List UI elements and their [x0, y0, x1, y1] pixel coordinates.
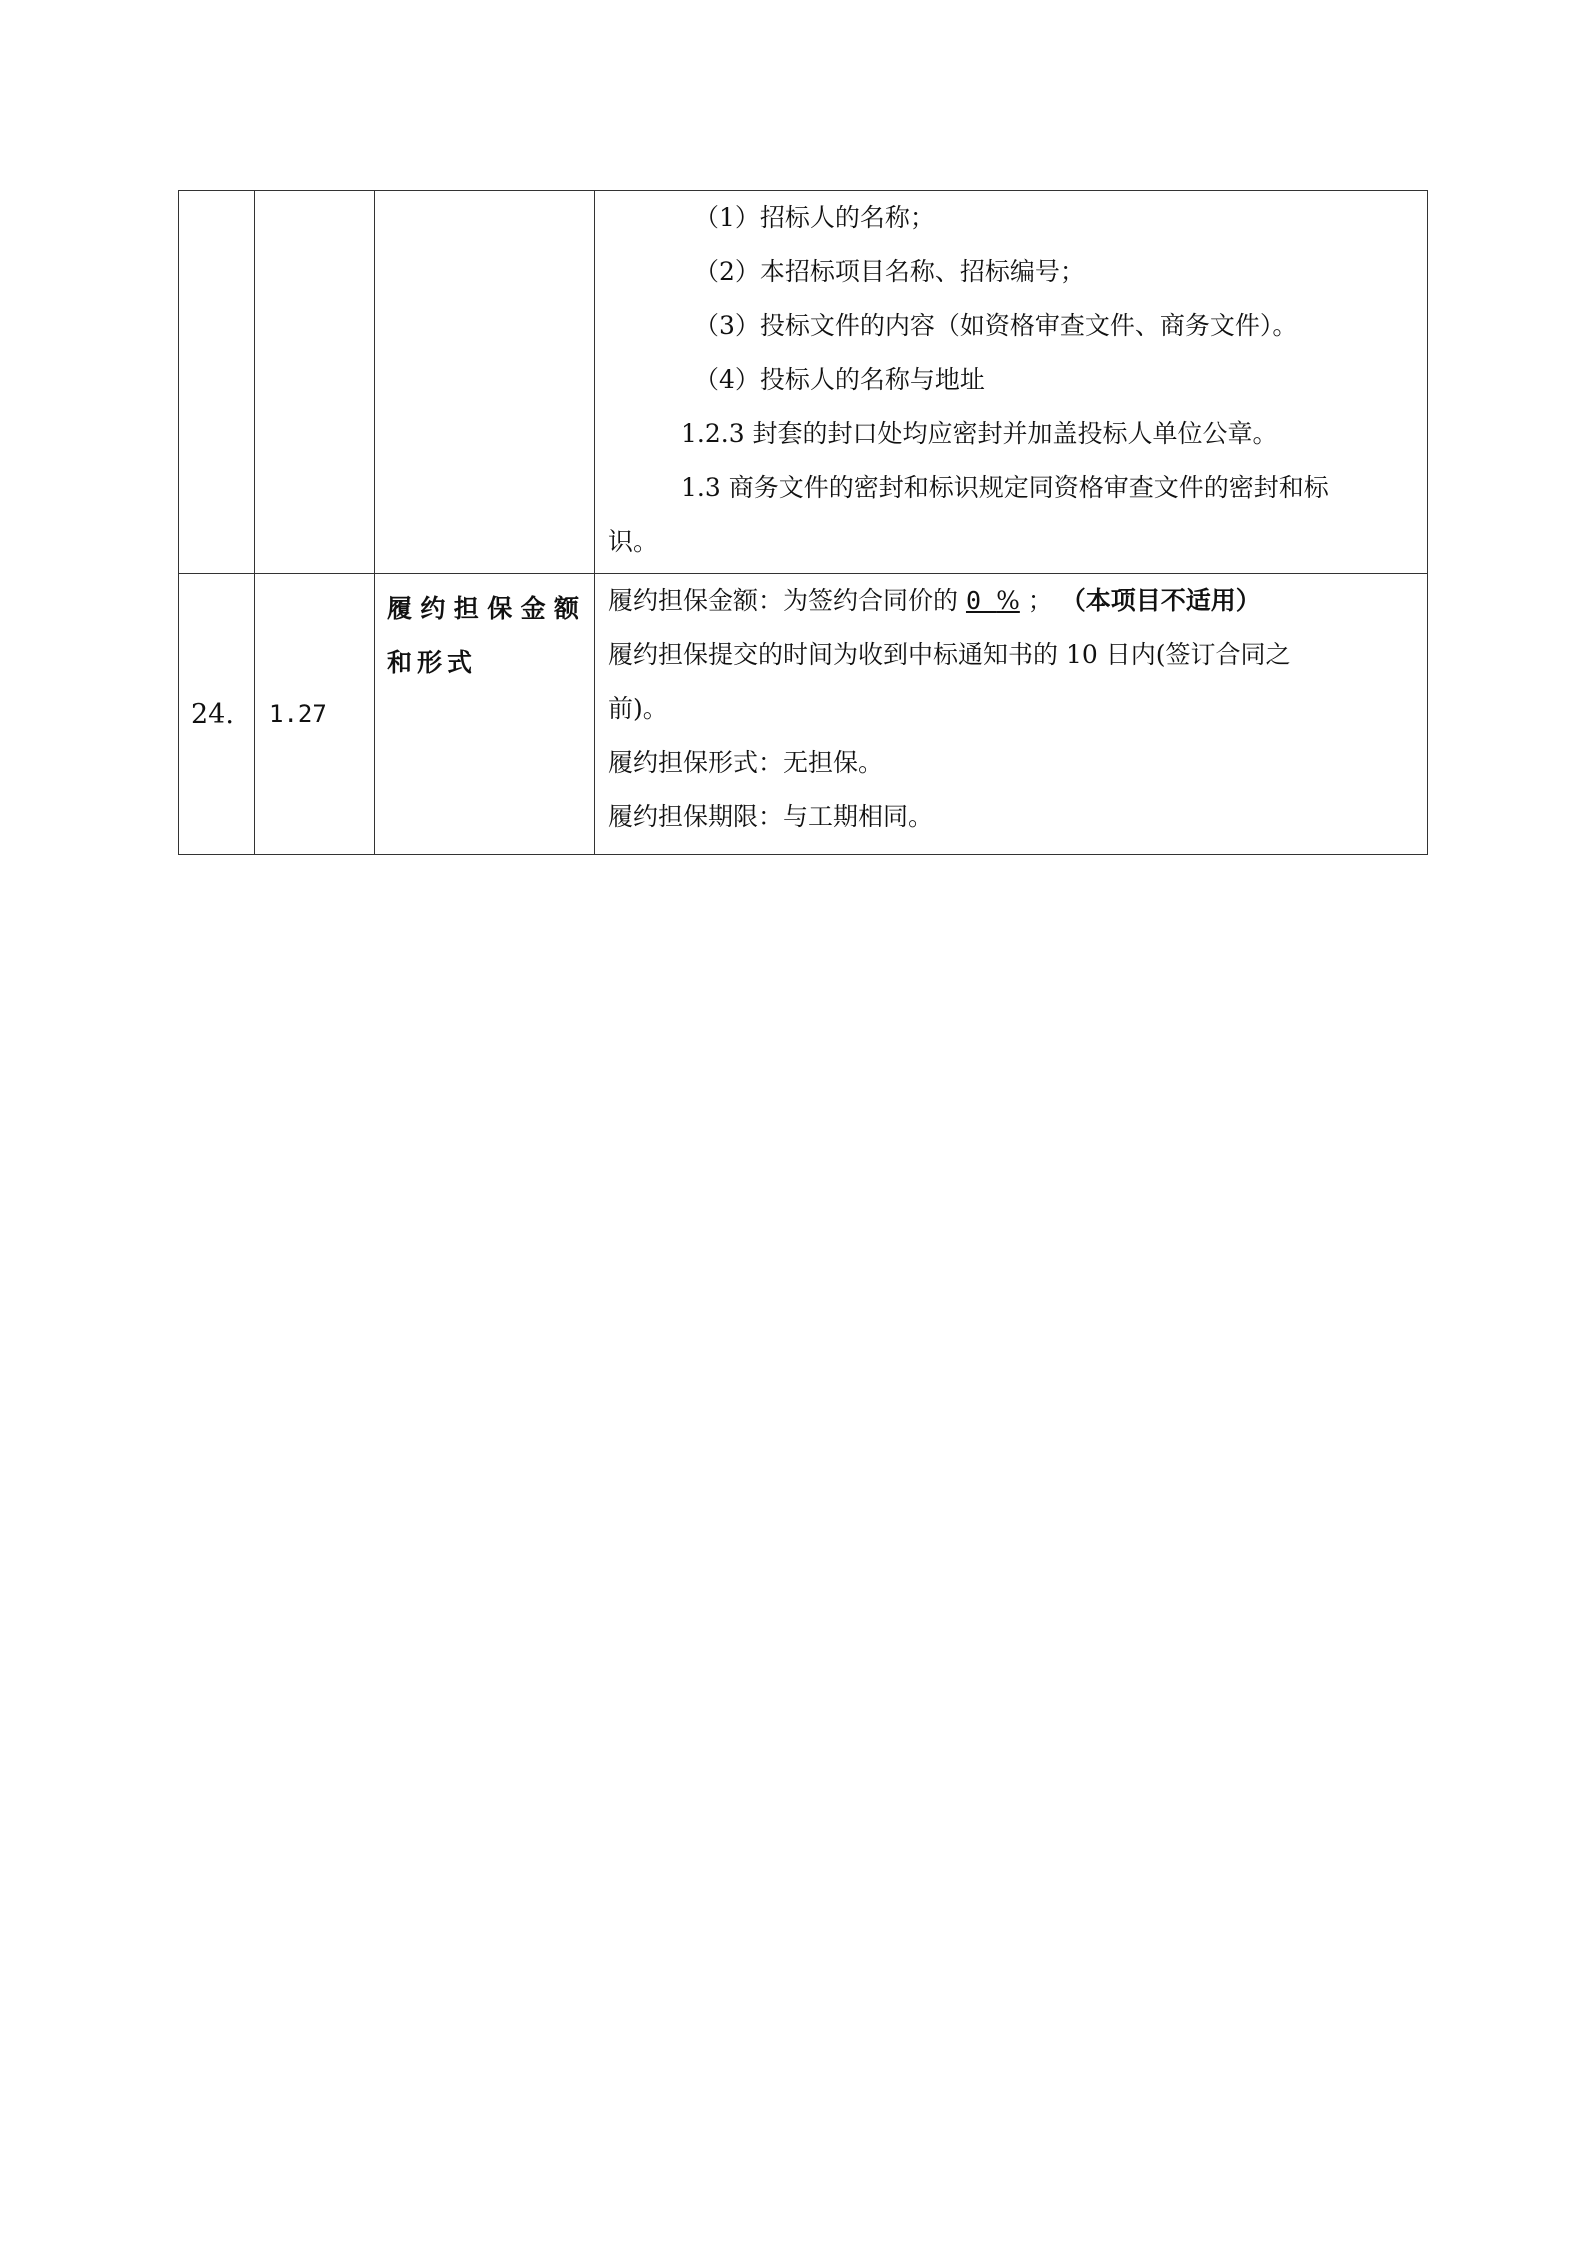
content-line: 1.2.3 封套的封口处均应密封并加盖投标人单位公章。 [681, 419, 1278, 448]
clause-cell: 1.27 [255, 574, 375, 855]
tender-data-table [178, 190, 1428, 855]
amount-prefix: 履约担保金额：为签约合同价的 [608, 586, 959, 615]
seq-cell: 24. [179, 574, 255, 855]
item-cell [375, 574, 595, 855]
content-line: （1）招标人的名称； [694, 203, 935, 232]
content-line: 履约担保形式：无担保。 [608, 748, 884, 777]
content-line: 前)。 [608, 694, 668, 723]
clause-cell [255, 191, 375, 574]
content-line [608, 574, 1415, 628]
content-line: 识。 [608, 527, 659, 556]
amount-value: 0 [965, 586, 997, 615]
content-line: 履约担保期限：与工期相同。 [608, 802, 934, 831]
content-line: 1.3 商务文件的密封和标识规定同资格审查文件的密封和标 [681, 473, 1329, 502]
seq-cell [179, 191, 255, 574]
content-cell [595, 574, 1428, 855]
item-cell [375, 191, 595, 574]
content-line: 履约担保提交的时间为收到中标通知书的 10 日内(签订合同之 [608, 640, 1291, 669]
content-line: （3）投标文件的内容（如资格审查文件、商务文件）。 [694, 311, 1298, 340]
content-cell [595, 191, 1428, 574]
amount-separator: ； [1027, 586, 1053, 615]
amount-note: （本项目不适用） [1060, 586, 1261, 615]
content-line: （2）本招标项目名称、招标编号； [694, 257, 1085, 286]
table-row [179, 191, 1428, 574]
content-line: （4）投标人的名称与地址 [694, 365, 985, 394]
table-row [179, 574, 1428, 855]
item-title: 履约担保金额和形式 [387, 594, 584, 677]
amount-unit: % [996, 586, 1020, 615]
